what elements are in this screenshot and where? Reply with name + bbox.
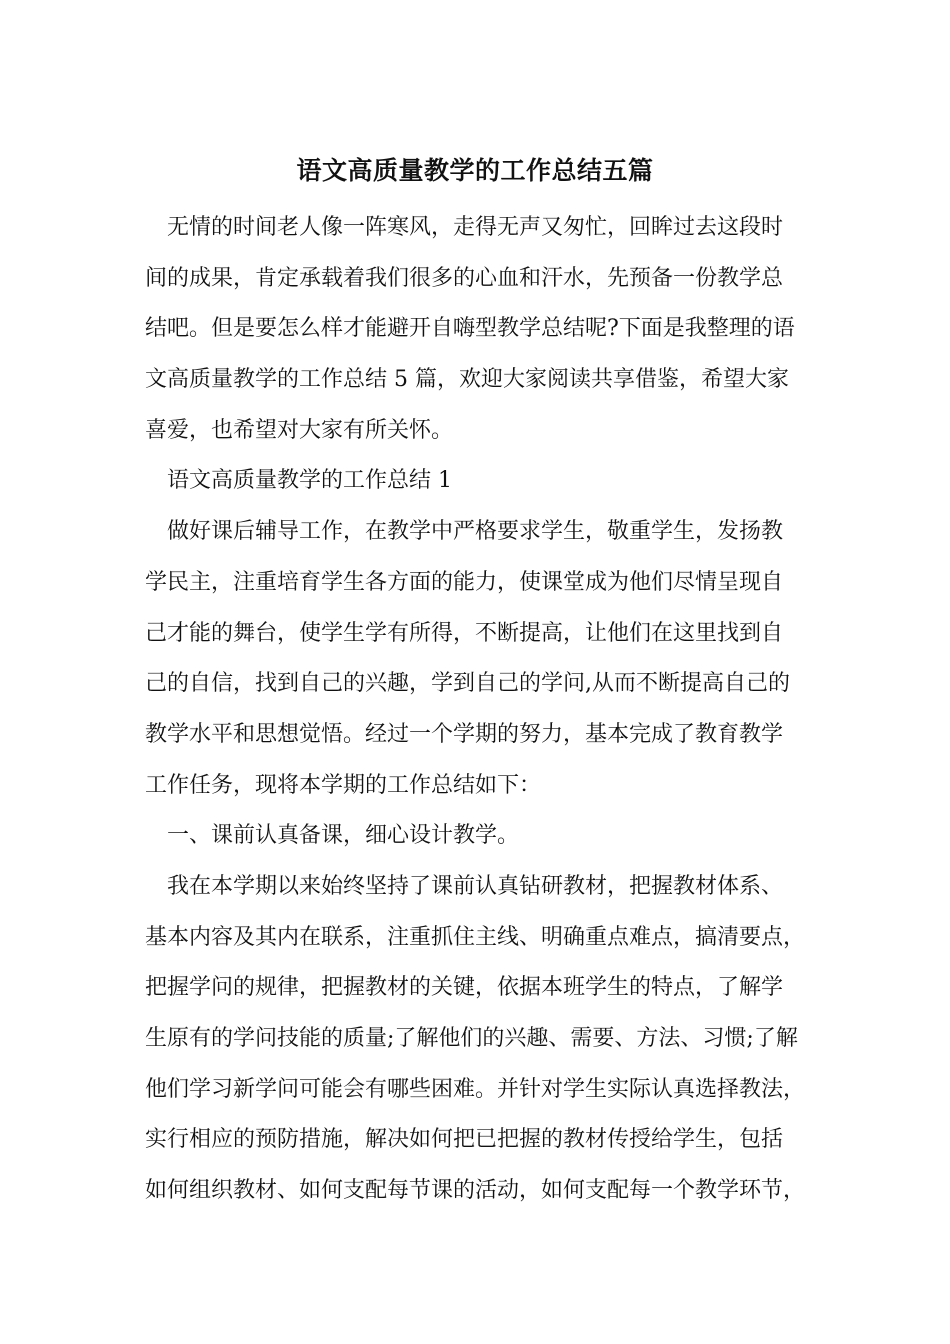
paragraph-line: 生原有的学问技能的质量;了解他们的兴趣、需要、方法、习惯;了解 [145,1026,798,1051]
paragraph-line: 把握学问的规律，把握教材的关键，依据本班学生的特点，了解学 [145,975,784,1001]
document-title: 语文高质量教学的工作总结五篇 [296,156,654,185]
paragraph-line: 做好课后辅导工作，在教学中严格要求学生，敬重学生，发扬教 [167,519,784,545]
paragraph-line: 文高质量教学的工作总结 5 篇，欢迎大家阅读共享借鉴，希望大家 [145,367,789,393]
paragraph-line: 间的成果，肯定承载着我们很多的心血和汗水，先预备一份教学总 [145,265,784,291]
paragraph-line: 基本内容及其内在联系，注重抓住主线、明确重点难点，搞清要点， [145,924,806,950]
paragraph-line: 实行相应的预防措施，解决如何把已把握的教材传授给学生，包括 [145,1127,784,1153]
paragraph-line: 我在本学期以来始终坚持了课前认真钻研教材，把握教材体系、 [167,873,784,899]
paragraph-line: 结吧。但是要怎么样才能避开自嗨型教学总结呢?下面是我整理的语 [145,316,795,342]
paragraph-line: 如何组织教材、如何支配每节课的活动，如何支配每一个教学环节， [145,1178,806,1204]
paragraph-line: 己才能的舞台，使学生学有所得，不断提高，让他们在这里找到自 [145,620,784,646]
paragraph-line: 己的自信，找到自己的兴趣，学到自己的学问,从而不断提高自己的 [145,671,790,697]
paragraph-line: 他们学习新学问可能会有哪些困难。并针对学生实际认真选择教法， [145,1076,806,1102]
subsection-heading: 一、课前认真备课，细心设计教学。 [167,823,520,849]
paragraph-line: 无情的时间老人像一阵寒风，走得无声又匆忙，回眸过去这段时 [167,215,784,240]
paragraph-line: 喜爱，也希望对大家有所关怀。 [145,417,454,443]
section-heading: 语文高质量教学的工作总结 1 [167,468,452,494]
paragraph-line: 工作任务，现将本学期的工作总结如下： [145,772,542,798]
paragraph-line: 教学水平和思想觉悟。经过一个学期的努力，基本完成了教育教学 [145,721,784,747]
document-body [145,203,825,1217]
paragraph-line: 学民主，注重培育学生各方面的能力，使课堂成为他们尽情呈现自 [145,569,784,595]
